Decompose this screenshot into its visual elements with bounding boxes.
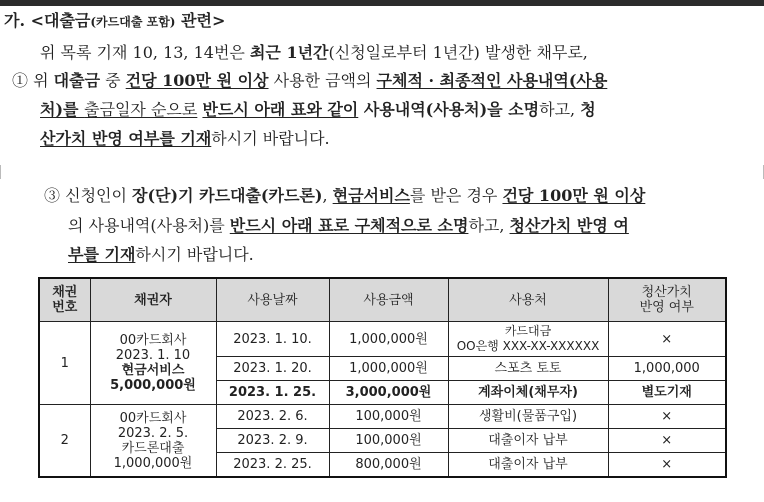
cell-use: 생활비(물품구입)	[448, 405, 608, 429]
item-3-line-2: 의 사용내역(사용처)를 반드시 아래 표로 구체적으로 소명하고, 청산가치 반영 여	[68, 216, 629, 235]
cell-amount: 100,000원	[329, 405, 448, 429]
group-1-no: 1	[39, 322, 90, 405]
item-1-line-2: 처)를 출금일자 순으로 반드시 아래 표와 같이 사용내역(사용처)을 소명하고, 청	[40, 100, 596, 119]
cell-reflect: ×	[608, 453, 726, 478]
item-1-line-3: 산가치 반영 여부를 기재하시기 바랍니다.	[40, 129, 330, 148]
top-dark-bar	[0, 0, 764, 6]
cell-use: 스포츠 토토	[448, 357, 608, 381]
cell-amount: 1,000,000원	[329, 357, 448, 381]
cell-amount: 3,000,000원	[329, 381, 448, 405]
section-heading: 가. <대출금(카드대출 포함) 관련>	[4, 11, 226, 30]
cell-reflect: 별도기재	[608, 381, 726, 405]
cell-date: 2023. 2. 6.	[216, 405, 329, 429]
table-row	[39, 322, 726, 357]
header-date: 사용날짜	[216, 278, 329, 322]
group-1-creditor: 00카드회사 2023. 1. 10 현금서비스 5,000,000원	[90, 322, 216, 405]
header-reflect: 청산가치 반영 여부	[608, 278, 726, 322]
table-header-row	[39, 278, 726, 322]
header-credit-no: 채권 번호	[39, 278, 90, 322]
item-3-marker: ③	[44, 186, 61, 205]
cell-date: 2023. 2. 9.	[216, 429, 329, 453]
table-row	[39, 405, 726, 429]
item-1-line-1: ① 위 대출금 중 건당 100만 원 이상 사용한 금액의 구체적 · 최종적인 사용내역(사용	[12, 71, 608, 90]
cell-date: 2023. 1. 25.	[216, 381, 329, 405]
cell-date: 2023. 1. 20.	[216, 357, 329, 381]
cell-reflect: ×	[608, 405, 726, 429]
cell-use: 대출이자 납부	[448, 453, 608, 478]
header-amount: 사용금액	[329, 278, 448, 322]
item-3-line-1: ③ 신청인이 장(단)기 카드대출(카드론), 현금서비스를 받은 경우 건당 100만 원 이상	[44, 186, 646, 205]
cell-amount: 800,000원	[329, 453, 448, 478]
cell-reflect: ×	[608, 322, 726, 357]
group-2-creditor: 00카드회사 2023. 2. 5. 카드론대출 1,000,000원	[90, 405, 216, 478]
usage-table	[38, 277, 727, 478]
header-use: 사용처	[448, 278, 608, 322]
cell-date: 2023. 2. 25.	[216, 453, 329, 478]
item-1-marker: ①	[12, 71, 29, 90]
cell-reflect: 1,000,000	[608, 357, 726, 381]
cell-reflect: ×	[608, 429, 726, 453]
cell-use: 카드대금 OO은행 XXX-XX-XXXXXX	[448, 322, 608, 357]
group-2-no: 2	[39, 405, 90, 478]
cell-use: 대출이자 납부	[448, 429, 608, 453]
item-3-line-3: 부를 기재하시기 바랍니다.	[68, 245, 254, 264]
cell-amount: 100,000원	[329, 429, 448, 453]
cell-amount: 1,000,000원	[329, 322, 448, 357]
cell-use: 계좌이체(채무자)	[448, 381, 608, 405]
intro-line: 위 목록 기재 10, 13, 14번은 최근 1년간(신청일로부터 1년간) 발생한 채무로,	[40, 43, 588, 62]
cell-date: 2023. 1. 10.	[216, 322, 329, 357]
header-creditor: 채권자	[90, 278, 216, 322]
page-edge-mark	[0, 165, 9, 179]
